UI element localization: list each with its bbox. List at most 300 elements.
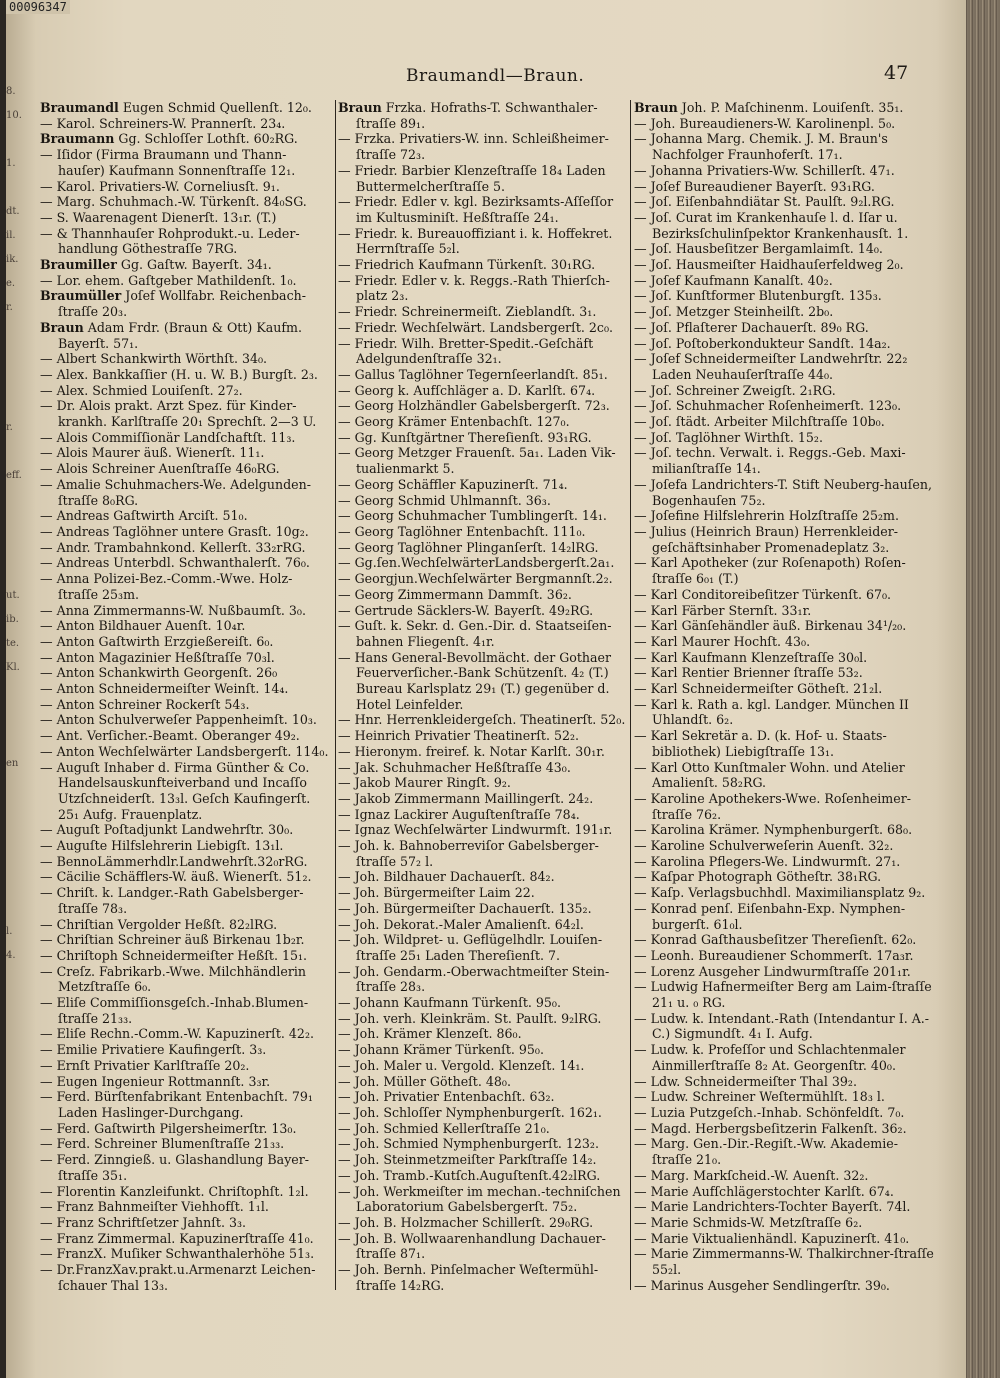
directory-entry [634,304,934,320]
directory-entry [40,257,330,273]
directory-entry [40,116,330,132]
entry-text: — Ludwig Hafnermeiſter Berg am Laim-ſtraſſe 21₁ u. ₀ RG. [634,979,932,1011]
directory-entry [338,995,628,1011]
entry-text: Joh. P. Maſchinenm. Louiſenſt. 35₁. [677,100,904,115]
directory-entry [338,1184,628,1215]
entry-text: — Joſ. Hausmeiſter Haidhauſerfeldweg 2₀. [634,257,904,273]
entry-text: — Alex. Schmied Louiſenſt. 27₂. [40,382,243,398]
entry-text: — Friedrich Kaufmann Türkenſt. 30₁RG. [338,257,596,273]
directory-entry [40,634,330,650]
margin-fragment [6,896,34,920]
entry-text: — Anna Zimmermanns-W. Nußbaumſt. 3₀. [40,602,306,618]
directory-entry [40,367,330,383]
entry-text: — Joh. Krämer Klenzeſt. 86₀. [338,1026,522,1042]
margin-fragment: l. [6,926,13,937]
directory-entry [634,100,934,116]
directory-entry [338,304,628,320]
page-number: 47 [884,62,909,84]
directory-entry [338,1152,628,1168]
directory-entry [40,995,330,1026]
directory-entry [40,838,330,854]
directory-entry [634,948,934,964]
directory-entry [634,508,934,524]
entry-text: — Friedr. Wechſelwärt. Landsbergerſt. 2c₀. [338,319,614,335]
entry-text: — BennoLämmerhdlr.Landwehrſt.32₀rRG. [40,853,308,869]
margin-fragment [6,824,34,848]
entry-text: — Ferd. Zinngieß. u. Glashandlung Bayer-ſtraſſe 35₁. [40,1152,310,1183]
entry-text: — Johanna Privatiers-Ww. Schillerſt. 47₁. [634,162,895,178]
entry-text: — Emilie Privatiere Kaufingerſt. 3₃. [40,1042,267,1058]
entry-text: — Anton Schankwirth Georgenſt. 26₀ [40,665,278,681]
entry-text: — Joſ. Schreiner Zweigſt. 2₁RG. [634,382,836,398]
entry-text: — Amalie Schuhmachers-We. Adelgunden-ſtraſſe 8₀RG. [40,476,311,508]
margin-fragment [6,344,34,368]
directory-entry [40,461,330,477]
margin-fragment [6,1112,34,1136]
entry-text: — Karolina Pflegers-We. Lindwurmſt. 27₁. [634,853,901,869]
directory-entry [338,618,628,649]
entry-text: — Joſ. Eiſenbahndiätar St. Paulſt. 9₂l.RG. [634,194,895,210]
entry-text: — Marg. Schuhmach.-W. Türkenſt. 84₀SG. [40,194,307,210]
directory-entry [634,650,934,666]
entry-text: — Kaſpar Photograph Götheſtr. 38₁RG. [634,869,882,885]
directory-entry [338,1168,628,1184]
entry-text: — Gg. Kunſtgärtner Thereſienſt. 93₁RG. [338,429,592,445]
entry-text: — Karl k. Rath a. kgl. Landger. München II Uhlandſt. 6₂. [634,696,909,728]
entry-text: — Karl Kaufmann Klenzeſtraſſe 30₀l. [634,649,868,665]
directory-entry [338,540,628,556]
entry-text: — Joh. Bürgermeiſter Dachauerſt. 135₂. [338,900,592,916]
directory-entry [338,807,628,823]
directory-entry [40,147,330,178]
directory-entry [634,257,934,273]
entry-text: — Lorenz Ausgeher Lindwurmſtraſſe 201₁r. [634,963,911,979]
entry-text: — Hieronym. freiref. k. Notar Karlſt. 30₁r. [338,743,605,759]
directory-entry [40,917,330,933]
book-fore-edge [966,0,1000,1378]
directory-entry [338,1011,628,1027]
entry-text: — Franz Schriftſetzer Jahnſt. 3₃. [40,1214,247,1230]
margin-fragment [6,392,34,416]
margin-fragment: ik. [6,254,19,265]
directory-entry [338,1074,628,1090]
directory-entry [634,1246,934,1277]
directory-entry [634,1278,934,1294]
directory-entry [338,901,628,917]
directory-entry [338,131,628,162]
entry-text: — Auguſt Inhaber d. Firma Günther & Co. Handelsauskunfteiverband und Incaſſo Utzſchneiderſt. 13₃l. Geſch Kaufingerſt. 25₁ Aufg. Frauenplatz. [40,759,311,822]
directory-entry [634,241,934,257]
directory-entry [338,712,628,728]
directory-entry [40,508,330,524]
directory-entry [338,775,628,791]
directory-entry [338,1026,628,1042]
directory-entry [634,1089,934,1105]
directory-entry [634,320,934,336]
directory-entry [40,383,330,399]
entry-text: — Joh. Gendarm.-Oberwachtmeiſter Stein-ſtraſſe 28₃. [338,963,610,995]
directory-entry [634,634,934,650]
directory-entry [40,603,330,619]
directory-entry [338,398,628,414]
margin-fragment [6,800,34,824]
entry-text: — Anton Gaſtwirth Erzgießereiſt. 6₀. [40,633,274,649]
directory-entry [634,979,934,1010]
directory-entry [634,603,934,619]
entry-text: — Julius (Heinrich Braun) Herrenkleider-geſchäftsinhaber Promenadeplatz 3₂. [634,523,898,555]
directory-entry [338,257,628,273]
entry-text: — Georg Krämer Entenbachſt. 127₀. [338,414,570,430]
directory-entry [338,964,628,995]
entry-text: — Joh. Tramb.-Kutſch.Auguſtenſt.42₂lRG. [338,1167,601,1183]
entry-text: — Karol. Schreiners-W. Prannerſt. 23₄. [40,115,286,131]
margin-fragment: 4. [6,950,16,961]
entry-text: — Chriſtian Schreiner äuß Birkenau 1b₂r. [40,932,305,948]
margin-fragment [6,1088,34,1112]
margin-fragment: 8. [6,86,16,97]
entry-text: — Joh. Bernh. Pinſelmacher Weſtermühl-ſtraſſe 14₂RG. [338,1262,599,1293]
entry-text: — Cäcilie Schäfflers-W. äuß. Wienerſt. 51₂. [40,869,312,885]
directory-entry [634,587,934,603]
margin-fragment: eff. [6,470,22,481]
margin-fragment [6,1184,34,1208]
entry-text: — Konrad Gaſthausbeſitzer Thereſienſt. 62₀. [634,932,917,948]
directory-entry [40,571,330,602]
entry-text: — FranzX. Muſiker Schwanthalerhöhe 51₃. [40,1246,315,1262]
directory-entry [338,477,628,493]
entry-text: — Chriſtian Vergolder Heßſt. 82₂lRG. [40,916,278,932]
entry-text: — Joſ. Poſtoberkondukteur Sandſt. 14a₂. [634,335,891,351]
directory-entry [634,179,934,195]
entry-text: — Karl Conditoreibeſitzer Türkenſt. 67₀. [634,586,892,602]
directory-entry [338,603,628,619]
margin-fragment: Kl. [6,662,20,673]
directory-entry [40,869,330,885]
entry-text: — Karl Sekretär a. D. (k. Hof- u. Staats-bibliothek) Liebigſtraſſe 13₁. [634,728,887,759]
directory-entry [40,1231,330,1247]
margin-fragment [6,872,34,896]
entry-text: — Anton Schneidermeiſter Weinſt. 14₄. [40,681,289,697]
directory-entry [634,351,934,382]
entry-text: — Joſ. Kunſtformer Blutenburgſt. 135₃. [634,288,882,304]
directory-entry [338,650,628,713]
entry-text: — Marie Zimmermanns-W. Thalkirchner-ſtraſſe 55₂l. [634,1246,934,1278]
directory-entry [338,917,628,933]
entry-text: — Ferd. Bürſtenfabrikant Entenbachſt. 79₁ Laden Haslinger-Durchgang. [40,1089,313,1120]
entry-text: — Joſef Schneidermeiſter Landwehrſtr. 22₂ Laden Neuhauſerſtraſſe 44₀. [634,351,908,382]
directory-entry [40,555,330,571]
directory-entry [338,524,628,540]
directory-entry [338,320,628,336]
entry-text: — Joſ. Curat im Krankenhauſe l. d. Iſar u. Bezirksſchulinſpektor Krankenhausſt. 1. [634,209,909,241]
entry-text: — Guſt. k. Sekr. d. Gen.-Dir. d. Staatseiſen-bahnen Fliegenſt. 4₁r. [338,618,612,649]
margin-fragment: 1. [6,158,16,169]
margin-fragment [6,1016,34,1040]
directory-entry [338,1105,628,1121]
entry-text: — Joſ. Pflaſterer Dachauerſt. 89₀ RG. [634,319,869,335]
entry-text: — Anton Bildhauer Auenſt. 10₄r. [40,618,246,634]
directory-entry [338,822,628,838]
entry-text: — Johann Kaufmann Türkenſt. 95₀. [338,995,561,1011]
entry-text: — Marie Schmids-W. Metzſtraſſe 6₂. [634,1214,863,1230]
directory-entry [338,885,628,901]
entry-text: — Alois Commiſſionär Landſchaftſt. 11₃. [40,429,296,445]
entry-text: — Karl Rentier Brienner ſtraſſe 53₂. [634,665,863,681]
directory-entry [40,1152,330,1183]
entry-text: — Ldw. Schneidermeiſter Thal 39₂. [634,1073,857,1089]
directory-entry [634,869,934,885]
entry-text: — Joſ. Hausbeſitzer Bergamlaimſt. 14₀. [634,241,883,257]
entry-text: — Iſidor (Firma Braumann und Thann-hauſer) Kaufmann Sonnenſtraſſe 12₁. [40,147,296,178]
entry-text: — Joh. B. Wollwaarenhandlung Dachauer-ſtraſſe 87₁. [338,1230,606,1262]
archive-stamp: 00096347 [6,0,70,14]
entry-text: — Georg Metzger Frauenſt. 5a₁. Laden Vik-tualienmarkt 5. [338,445,616,477]
entry-text: — Georg Zimmermann Dammſt. 36₂. [338,586,572,602]
entry-text: — Joſefa Landrichters-T. Stift Neuberg-hauſen, Bogenhauſen 75₂. [634,476,932,508]
directory-entry [338,430,628,446]
directory-entry [40,1246,330,1262]
entry-surname: Braumann [40,131,115,147]
directory-entry [338,1121,628,1137]
entry-text: — Joh. Maler u. Vergold. Klenzeſt. 14₁. [338,1057,585,1073]
directory-entry [338,383,628,399]
entry-text: — Ludw. k. Profeſſor und Schlachtenmaler Ainmillerſtraſſe 8₂ At. Georgenſtr. 40₀. [634,1042,906,1073]
directory-entry [40,1074,330,1090]
margin-fragment: dt. [6,206,20,217]
entry-text: — Chriſtoph Schneidermeiſter Heßſt. 15₁. [40,947,308,963]
entry-text: — Karoline Apothekers-Wwe. Roſenheimer-ſtraſſe 76₂. [634,790,911,822]
directory-entry [338,869,628,885]
directory-entry [634,885,934,901]
entry-text: — Anton Wechſelwärter Landsbergerſt. 114₀. [40,743,329,759]
directory-entry [40,226,330,257]
directory-entry [634,1184,934,1200]
entry-text: — Karl Otto Kunſtmaler Wohn. und Atelier Amalienſt. 58₂RG. [634,759,905,791]
directory-entry [634,665,934,681]
directory-entry [338,100,628,131]
directory-entry [40,1136,330,1152]
directory-entry [338,1089,628,1105]
margin-fragment [6,704,34,728]
margin-fragment: en [6,758,19,769]
directory-entry [634,398,934,414]
directory-entry [338,226,628,257]
entry-text: — Johanna Marg. Chemik. J. M. Braun's Nachfolger Fraunhoferſt. 17₁. [634,131,888,163]
entry-text: — Auguſt Poſtadjunkt Landwehrſtr. 30₀. [40,822,294,838]
entry-text: — Joh. Müller Götheſt. 48₀. [338,1073,511,1089]
entry-text: — Jakob Maurer Ringſt. 9₂. [338,775,511,791]
directory-entry [40,179,330,195]
entry-text: — Joh. Schmied Kellerſtraſſe 21₀. [338,1120,550,1136]
directory-entry [40,681,330,697]
directory-entry [634,791,934,822]
entry-text: — Ignaz Lackirer Auguſtenſtraſſe 78₄. [338,806,580,822]
directory-entry [40,1121,330,1137]
entry-text: — Friedr. Barbier Klenzeſtraſſe 18₄ Laden Buttermelcherſtraſſe 5. [338,162,606,194]
entry-text: — Albert Schankwirth Wörthſt. 34₀. [40,351,268,367]
directory-entry [338,760,628,776]
column-2 [338,100,628,1360]
entry-text: — Joſ. ſtädt. Arbeiter Milchſtraſſe 10b₀. [634,414,885,430]
entry-text: — Gg.ſen.WechſelwärterLandsbergerſt.2a₁. [338,555,615,571]
entry-text: — Ant. Verſicher.-Beamt. Oberanger 49₂. [40,728,300,744]
entry-text: — Ernſt Privatier Karlſtraſſe 20₂. [40,1057,250,1073]
directory-entry [40,524,330,540]
directory-entry [634,728,934,759]
entry-text: — Georgjun.Wechſelwärter Bergmannſt.2₂. [338,571,613,587]
directory-entry [40,665,330,681]
margin-fragment: 10. [6,110,22,121]
margin-fragment: te. [6,638,20,649]
entry-surname: Braun [634,100,678,115]
entry-text: — Karl Schneidermeiſter Götheſt. 21₂l. [634,681,883,697]
directory-entry [40,430,330,446]
entry-text: — Friedr. k. Bureauoffiziant i. k. Hoffekret. Herrnſtraſſe 5₂l. [338,225,613,257]
directory-entry [634,964,934,980]
directory-entry [634,430,934,446]
directory-entry [338,336,628,367]
entry-text: — Joſefine Hilfslehrerin Holzſtraſſe 25₂m. [634,508,899,524]
column-rule [630,100,631,1290]
directory-entry [634,194,934,210]
entry-text: — Joh. Schmied Nymphenburgerſt. 123₂. [338,1136,599,1152]
directory-entry [338,587,628,603]
entry-text: — Luzia Putzgeſch.-Inhab. Schönfeldſt. 7₀. [634,1105,905,1120]
directory-entry [40,445,330,461]
entry-text: — Anna Polizei-Bez.-Comm.-Wwe. Holz-ſtraſſe 25₃m. [40,571,293,602]
directory-entry [40,210,330,226]
entry-text: — Karoline Schulverweſerin Auenſt. 32₂. [634,838,894,854]
directory-entry [40,932,330,948]
directory-entry [338,1042,628,1058]
directory-entry [634,445,934,476]
entry-text: — Marie Viktualienhändl. Kapuzinerſt. 41₀. [634,1230,910,1246]
directory-entry [338,1231,628,1262]
directory-entry [40,1026,330,1042]
directory-entry [40,1089,330,1120]
entry-surname: Braumandl [40,100,119,115]
directory-entry [338,791,628,807]
column-3 [634,100,934,1360]
entry-surname: Braumiller [40,257,117,273]
directory-entry [40,822,330,838]
entry-text: — Magd. Herbergsbeſitzerin Falkenſt. 36₂. [634,1120,907,1136]
margin-fragment [6,848,34,872]
entry-text: — Marie Landrichters-Tochter Bayerſt. 74l. [634,1199,911,1215]
directory-entry [634,822,934,838]
entry-text: — Georg k. Aufſchläger a. D. Karlſt. 67₄. [338,382,596,398]
directory-entry [40,273,330,289]
entry-text: — Friedr. Edler v. k. Reggs.-Rath Thierſch-platz 2₃. [338,272,610,304]
entry-text: — Auguſte Hilfslehrerin Liebigſt. 13₁l. [40,838,284,854]
margin-fragment [6,176,34,200]
entry-text: — Leonh. Bureaudiener Schommerſt. 17a₃r. [634,947,914,963]
entry-text: — Joſef Bureaudiener Bayerſt. 93₁RG. [634,178,875,194]
margin-fragment: r. [6,422,13,433]
margin-fragment [6,1040,34,1064]
entry-text: — & Thannhauſer Rohprodukt.-u. Leder-handlung Göthestraſſe 7RG. [40,225,300,257]
entry-text: — Ludw. k. Intendant.-Rath (Intendantur I. A.-C.) Sigmundſt. 4₁ I. Aufg. [634,1010,930,1042]
entry-text: — Eliſe Commiſſionsgeſch.-Inhab.Blumen-ſtraſſe 21₃₃. [40,995,309,1026]
entry-text: — Joſ. Schuhmacher Roſenheimerſt. 123₀. [634,398,902,414]
entry-text: — Joh. B. Holzmacher Schillerſt. 29₀RG. [338,1214,594,1230]
entry-text: — Franz Zimmermal. Kapuzinerſtraſſe 41₀. [40,1230,314,1246]
directory-entry [338,1136,628,1152]
directory-entry [40,650,330,666]
directory-entry [40,1215,330,1231]
directory-entry [634,1168,934,1184]
entry-text: — Heinrich Privatier Theatinerſt. 52₂. [338,728,580,744]
entry-text: — Joh. Bureaudieners-W. Karolinenpl. 5₀. [634,115,896,131]
directory-entry [40,540,330,556]
directory-entry [338,273,628,304]
directory-entry [634,383,934,399]
entry-text: — Joh. Schloſſer Nymphenburgerſt. 162₁. [338,1105,602,1120]
directory-entry [40,744,330,760]
margin-fragment [6,440,34,464]
entry-text: Gg. Gaſtw. Bayerſt. 34₁. [116,257,272,273]
margin-fragment [6,560,34,584]
entry-text: — Hnr. Herrenkleidergeſch. Theatinerſt. 52₀. [338,712,626,728]
directory-entry [40,728,330,744]
directory-entry [634,131,934,162]
margin-fragment [6,1064,34,1088]
entry-text: — Anton Magazinier Heßſtraſſe 70₃l. [40,649,275,665]
entry-text: — Joh. Bürgermeiſter Laim 22. [338,885,535,901]
margin-fragment: e. [6,278,16,289]
entry-text: — Jakob Zimmermann Maillingerſt. 24₂. [338,790,594,806]
entry-text: — Joh. Steinmetzmeiſter Parkſtraſſe 14₂. [338,1152,597,1168]
entry-text: — Georg Schmid Uhlmannſt. 36₃. [338,492,551,508]
directory-entry [40,1199,330,1215]
running-title: Braumandl—Braun. [406,66,585,86]
entry-text: — Johann Krämer Türkenſt. 95₀. [338,1042,544,1058]
entry-text: — Eugen Ingenieur Rottmannſt. 3₃r. [40,1073,271,1089]
entry-text: — Friedr. Wilh. Bretter-Spedit.-Geſchäft Adelgundenſtraſſe 32₁. [338,335,594,367]
entry-text: — Andreas Gaſtwirth Arciſt. 51₀. [40,508,248,524]
directory-entry [338,1058,628,1074]
margin-fragment [6,512,34,536]
directory-entry [40,194,330,210]
directory-entry [338,1215,628,1231]
directory-entry [338,571,628,587]
entry-text: — Marie Aufſchlägerstochter Karlſt. 67₄. [634,1183,894,1199]
entry-text: — Joſ. techn. Verwalt. i. Reggs.-Geb. Maxi-milianſtraſſe 14₁. [634,445,906,477]
entry-text: — Joh. k. Bahnoberreviſor Gabelsberger-ſtraſſe 57₂ l. [338,838,599,869]
entry-text: — Georg Taglöhner Plinganſerſt. 14₂lRG. [338,539,599,555]
entry-text: — Franz Bahnmeiſter Viehhofſt. 1₁l. [40,1199,269,1215]
entry-text: — Karolina Krämer. Nymphenburgerſt. 68₀. [634,822,913,838]
directory-entry [634,1215,934,1231]
entry-text: — Frzka. Privatiers-W. inn. Schleißheimer-ſtraſſe 72₃. [338,131,609,163]
directory-entry [634,1231,934,1247]
entry-text: — Konrad penſ. Eiſenbahn-Exp. Nymphen-burgerſt. 61₀l. [634,900,906,932]
entry-text: — Alois Schreiner Auenſtraſſe 46₀RG. [40,461,280,477]
margin-fragment [6,1160,34,1184]
book-page [6,0,966,1378]
entry-text: — Georg Holzhändler Gabelsbergerſt. 72₃. [338,398,610,414]
directory-entry [634,901,934,932]
margin-fragment [6,536,34,560]
entry-text: Frzka. Hofraths-T. Schwanthaler-ſtraſſe 89₁. [356,100,598,131]
directory-entry [40,1184,330,1200]
entry-text: — Chriſt. k. Landger.-Rath Gabelsberger-ſtraſſe 78₃. [40,885,304,916]
directory-entry [338,367,628,383]
directory-entry [40,948,330,964]
directory-entry [338,838,628,869]
directory-entry [634,1136,934,1167]
directory-entry [634,1121,934,1137]
